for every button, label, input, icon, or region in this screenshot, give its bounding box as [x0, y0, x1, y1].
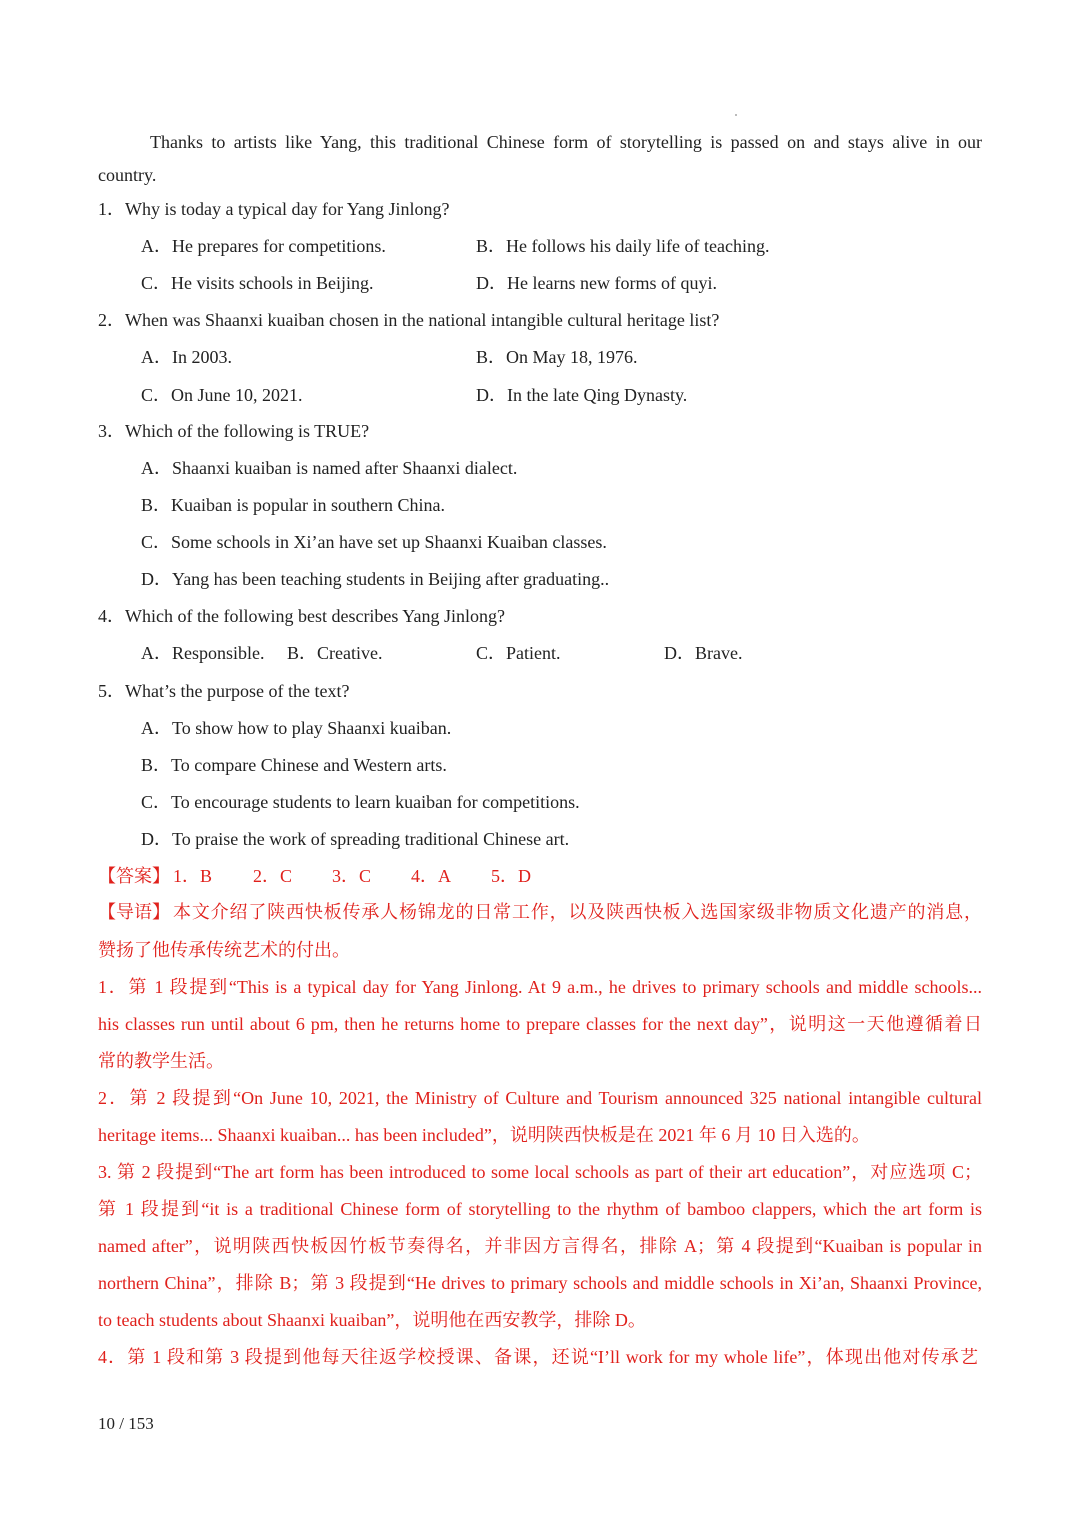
explanation-line: heritage items... Shaanxi kuaiban... has been included”，说明陕西快板是在 2021 年 6 月 10 日入选的。: [98, 1125, 870, 1145]
explanation-line: 第 1 段提到“it is a traditional Chinese form of storytelling to the rhythm of bamboo clappers, which the art form is: [98, 1199, 982, 1219]
guide-line-1: 本文介绍了陕西快板传承人杨锦龙的日常工作，以及陕西快板入选国家级非物质文化遗产的消息，: [173, 902, 982, 922]
question-4-option-a: A．Responsible.: [141, 643, 265, 663]
answer-label: 【答案】: [98, 866, 170, 886]
question-3-option-b: B．Kuaiban is popular in southern China.: [141, 495, 445, 515]
guide-label: 【导语】: [98, 902, 170, 922]
question-1-option-d: D．He learns new forms of quyi.: [476, 273, 717, 293]
question-4-option-b: B．Creative.: [287, 643, 383, 663]
question-4-option-d: D．Brave.: [664, 643, 743, 663]
question-3-option-c: C．Some schools in Xi’an have set up Shaanxi Kuaiban classes.: [141, 532, 607, 552]
question-5-option-d: D．To praise the work of spreading traditional Chinese art.: [141, 829, 570, 849]
explanation-line: 常的教学生活。: [98, 1051, 224, 1071]
question-2-option-b: B．On May 18, 1976.: [476, 347, 638, 367]
guide-line-2: 赞扬了他传承传统艺术的付出。: [98, 940, 350, 960]
scan-speck: [735, 114, 737, 116]
answer-item-2: 2．C: [253, 866, 293, 886]
question-1-option-a: A．He prepares for competitions.: [141, 236, 386, 256]
answer-item-1: 1．B: [173, 866, 213, 886]
explanation-line: 2．第 2 段提到“On June 10, 2021, the Ministry of Culture and Tourism announced 325 national intangible cultural: [98, 1088, 982, 1108]
question-3-option-d: D．Yang has been teaching students in Beijing after graduating..: [141, 569, 610, 589]
explanation-line: named after”，说明陕西快板因竹板节奏得名，并非因方言得名，排除 A；第 4 段提到“Kuaiban is popular in: [98, 1236, 982, 1256]
question-2-stem: 2．When was Shaanxi kuaiban chosen in the national intangible cultural heritage list?: [98, 310, 720, 330]
question-1-option-c: C．He visits schools in Beijing.: [141, 273, 374, 293]
passage-ending-line-2: country.: [98, 165, 157, 185]
passage-ending-line-1: Thanks to artists like Yang, this traditional Chinese form of storytelling is passed on and stays alive in our: [150, 132, 982, 152]
question-5-stem: 5．What’s the purpose of the text?: [98, 681, 350, 701]
question-2-option-c: C．On June 10, 2021.: [141, 385, 303, 405]
answer-item-4: 4．A: [411, 866, 451, 886]
answer-item-3: 3．C: [332, 866, 372, 886]
question-4-option-c: C．Patient.: [476, 643, 561, 663]
question-3-stem: 3．Which of the following is TRUE?: [98, 421, 370, 441]
page-number: 10 / 153: [98, 1414, 154, 1433]
explanation-line: 4．第 1 段和第 3 段提到他每天往返学校授课、备课，还说“I’ll work for my whole life”，体现出他对传承艺: [98, 1347, 978, 1367]
question-2-option-a: A．In 2003.: [141, 347, 232, 367]
question-5-option-b: B．To compare Chinese and Western arts.: [141, 755, 447, 775]
explanation-line: his classes run until about 6 pm, then he returns home to prepare classes for the next day”，说明这一天他遵循着日: [98, 1014, 982, 1034]
question-3-option-a: A．Shaanxi kuaiban is named after Shaanxi dialect.: [141, 458, 518, 478]
explanation-line: northern China”，排除 B；第 3 段提到“He drives to primary schools and middle schools in Xi’an, Shaanxi Province,: [98, 1273, 982, 1293]
answer-item-5: 5．D: [491, 866, 531, 886]
explanation-line: 1．第 1 段提到“This is a typical day for Yang Jinlong. At 9 a.m., he drives to primary schools and middle schools...: [98, 977, 982, 997]
question-1-option-b: B．He follows his daily life of teaching.: [476, 236, 770, 256]
question-4-stem: 4．Which of the following best describes Yang Jinlong?: [98, 606, 505, 626]
explanation-line: 3. 第 2 段提到“The art form has been introduced to some local schools as part of their art education”，对应选项 C；: [98, 1162, 982, 1182]
question-5-option-c: C．To encourage students to learn kuaiban for competitions.: [141, 792, 580, 812]
explanation-line: to teach students about Shaanxi kuaiban”，说明他在西安教学，排除 D。: [98, 1310, 646, 1330]
question-5-option-a: A．To show how to play Shaanxi kuaiban.: [141, 718, 452, 738]
question-1-stem: 1．Why is today a typical day for Yang Jinlong?: [98, 199, 450, 219]
question-2-option-d: D．In the late Qing Dynasty.: [476, 385, 688, 405]
